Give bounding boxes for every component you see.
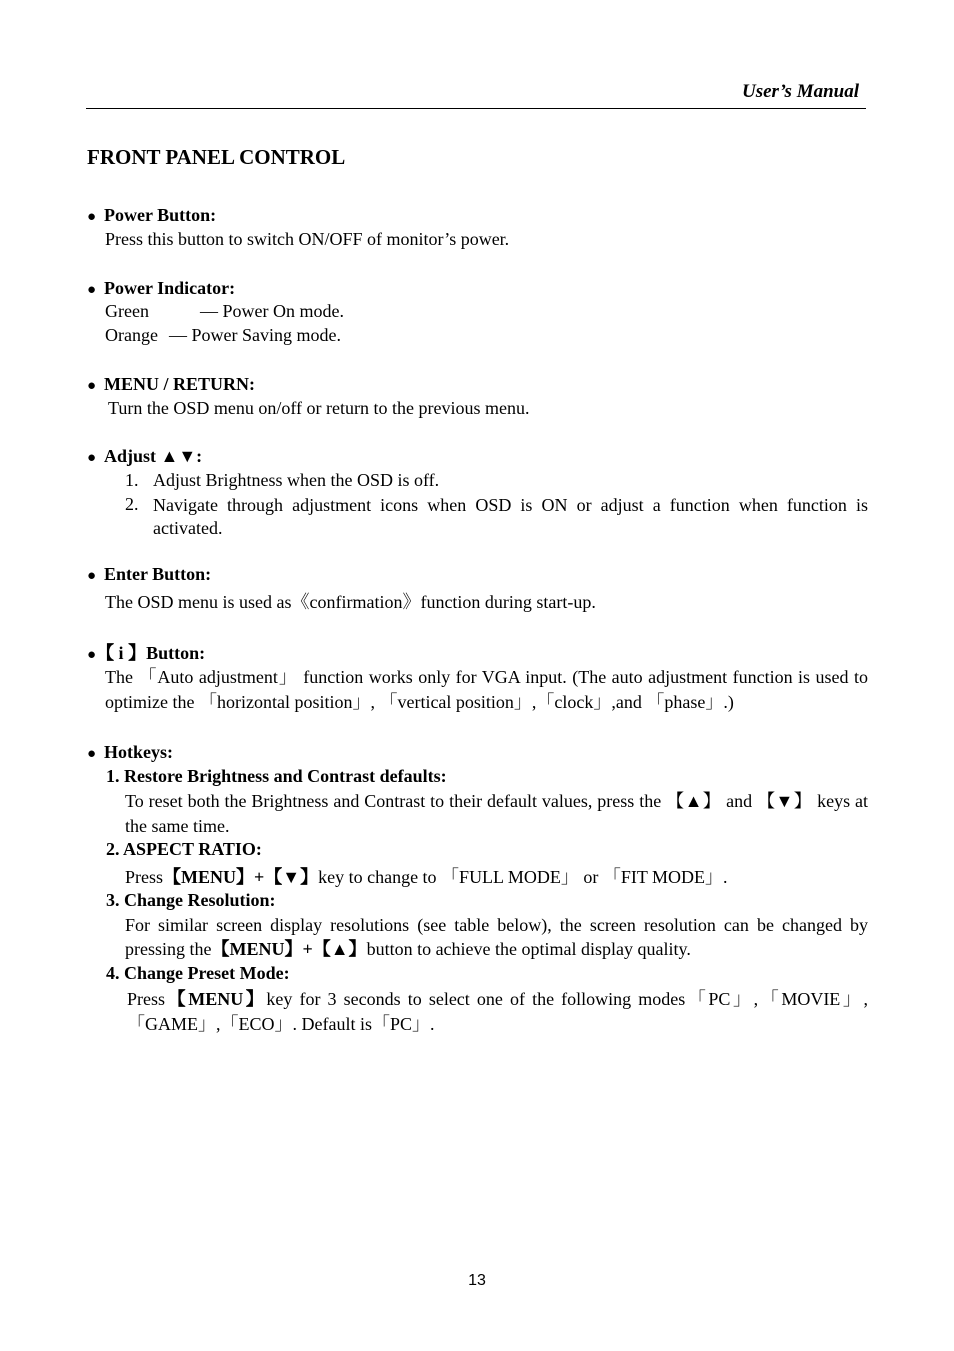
menu-up-keys: 【MENU】+【▲】: [211, 939, 367, 959]
bullet-icon: ●: [87, 282, 97, 298]
hotkey-4-text: Press【MENU】key for 3 seconds to select one of the following modes「PC」,「MOVIE」,「GAME」,「ECO」. Default is「PC」.: [127, 989, 868, 1034]
hotkey-2-title: 2. ASPECT RATIO:: [106, 839, 262, 859]
bullet-icon: ●: [87, 647, 97, 663]
hotkey-1-text: To reset both the Brightness and Contrast to their default values, press the 【▲】 and 【▼】 keys at the same time.: [125, 791, 868, 836]
section-power-button-text: Press this button to switch ON/OFF of monitor’s power.: [105, 229, 510, 249]
section-i-button-text: The 「Auto adjustment」 function works only for VGA input. (The auto adjustment function is used to optimize the 「horizontal position」, 「vertical position」,「clock」,and 「phase」.): [105, 667, 868, 712]
orange-label: Orange: [105, 325, 158, 345]
green-text: — Power On mode.: [200, 301, 344, 321]
adjust-item-1: 1. Adjust Brightness when the OSD is off.: [125, 470, 440, 490]
hotkey-1-title: 1. Restore Brightness and Contrast defaults:: [106, 766, 447, 786]
power-indicator-green: [105, 301, 344, 322]
header-title: User’s Manual: [741, 81, 859, 102]
header-rule: [86, 108, 866, 109]
section-i-button-heading: ●【 i 】Button:: [87, 643, 206, 663]
power-indicator-orange: [105, 325, 341, 346]
menu-down-keys: 【MENU】+【▼】: [163, 867, 319, 887]
green-label: Green: [105, 301, 149, 321]
page-number: 13: [468, 1272, 486, 1289]
section-menu-return-text: Turn the OSD menu on/off or return to the previous menu.: [108, 398, 530, 418]
hotkey-3-text: For similar screen display resolutions (see table below), the screen resolution can be changed by pressing the【MENU】+【▲】button to achieve the optimal display quality.: [125, 915, 868, 959]
section-power-button-heading: ● Power Button:: [87, 205, 217, 225]
section-hotkeys-heading: ● Hotkeys:: [87, 742, 173, 762]
bullet-icon: ●: [87, 378, 97, 394]
menu-key: 【MENU】: [165, 989, 267, 1009]
page-title: FRONT PANEL CONTROL: [87, 145, 346, 169]
adjust-item-2: 2. Navigate through adjustment icons when OSD is ON or adjust a function when function is activated.: [125, 494, 868, 538]
bullet-icon: ●: [87, 450, 97, 466]
hotkey-2-text: Press【MENU】+【▼】key to change to 「FULL MODE」 or 「FIT MODE」.: [125, 867, 728, 887]
hotkey-3-title: 3. Change Resolution:: [106, 890, 276, 910]
section-adjust-heading: ● Adjust ▲▼:: [87, 446, 203, 466]
bullet-icon: ●: [87, 746, 97, 762]
orange-text: — Power Saving mode.: [169, 325, 341, 345]
bullet-icon: ●: [87, 209, 97, 225]
section-enter-button-heading: ● Enter Button:: [87, 564, 212, 584]
section-power-indicator-heading: ● Power Indicator:: [87, 278, 236, 298]
bullet-icon: ●: [87, 568, 97, 584]
section-menu-return-heading: ● MENU / RETURN:: [87, 374, 255, 394]
hotkey-4-title: 4. Change Preset Mode:: [106, 963, 290, 983]
section-enter-button-text: The OSD menu is used as《confirmation》function during start-up.: [105, 592, 596, 612]
